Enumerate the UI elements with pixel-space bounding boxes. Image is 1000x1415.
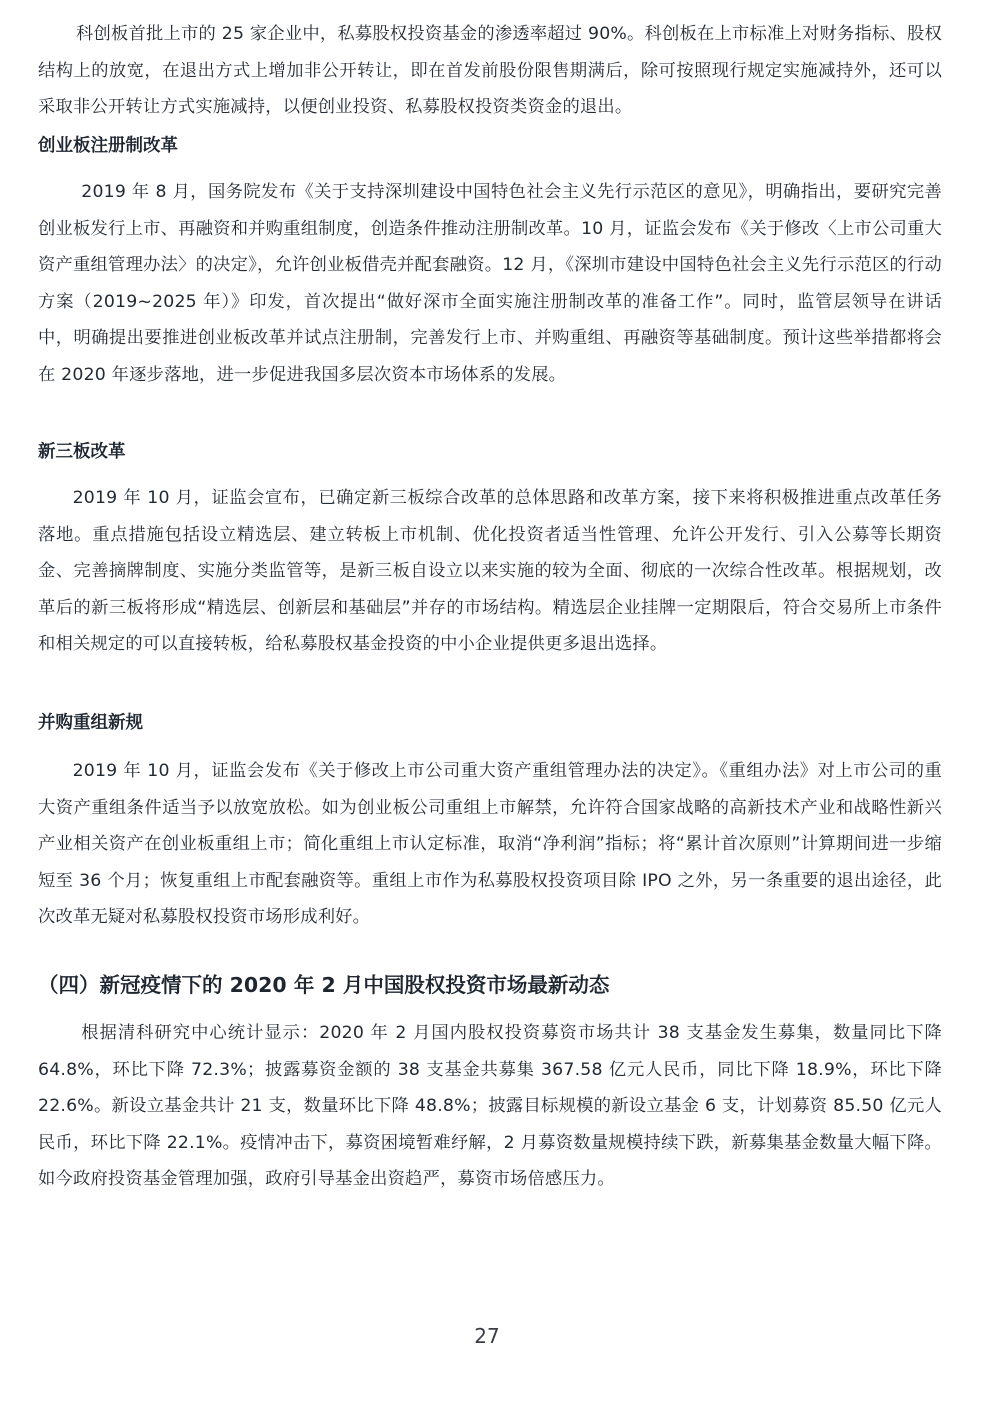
ma-rules-paragraph: 2019 年 10 月，证监会发布《关于修改上市公司重大资产重组管理办法的决定》。《重组办法》对上市公司的重大资产重组条件适当予以放宽放松。如为创业板公司重组上市解禁，允许符合国家战略的高新技术产业和战略性新兴产业相关资产在创业板重组上市；简化重组上市认定标准，取消“净利润”指标；将“累计首次原则”计算期间进一步缩短至 36 个月；恢复重组上市配套融资等。重组上市作为私募股权投资项目除 IPO 之外，另一条重要的退出途径，此次改革无疑对私募股权投资市场形成利好。 (38, 761, 942, 928)
section-heading-4: （四）新冠疫情下的 2020 年 2 月中国股权投资市场最新动态 (38, 973, 610, 997)
page-number: 27 (474, 1324, 500, 1348)
chinext-reform-paragraph: 2019 年 8 月，国务院发布《关于支持深圳建设中国特色社会主义先行示范区的意见》，明确指出，要研究完善创业板发行上市、再融资和并购重组制度，创造条件推动注册制改革。10 月，证监会发布《关于修改〈上市公司重大资产重组管理办法〉的决定》，允许创业板借壳并配套融资。12 月，《深圳市建设中国特色社会主义先行示范区的行动方案（2019~2025 年）》印发，首次提出“做好深市全面实施注册制改革的准备工作”。同时，监管层领导在讲话中，明确提出要推进创业板改革并试点注册制，完善发行上市、并购重组、再融资等基础制度。预计这些举措都将会在 2020 年逐步落地，进一步促进我国多层次资本市场体系的发展。 (38, 182, 942, 385)
heading-chinext-registration-reform: 创业板注册制改革 (38, 136, 178, 156)
neeq-reform-paragraph: 2019 年 10 月，证监会宣布，已确定新三板综合改革的总体思路和改革方案，接下来将积极推进重点改革任务落地。重点措施包括设立精选层、建立转板上市机制、优化投资者适当性管理、允许公开发行、引入公募等长期资金、完善摘牌制度、实施分类监管等，是新三板自设立以来实施的较为全面、彻底的一次综合性改革。根据规划，改革后的新三板将形成“精选层、创新层和基础层”并存的市场结构。精选层企业挂牌一定期限后，符合交易所上市条件和相关规定的可以直接转板，给私募股权基金投资的中小企业提供更多退出选择。 (38, 488, 942, 655)
heading-ma-new-rules: 并购重组新规 (38, 713, 143, 733)
intro-paragraph: 科创板首批上市的 25 家企业中，私募股权投资基金的渗透率超过 90%。科创板在上市标准上对财务指标、股权结构上的放宽，在退出方式上增加非公开转让，即在首发前股份限售期满后，除可按照现行规定实施减持外，还可以采取非公开转让方式实施减持，以便创业投资、私募股权投资类资金的退出。 (38, 24, 942, 118)
heading-neeq-reform: 新三板改革 (38, 442, 126, 462)
covid-market-paragraph: 根据清科研究中心统计显示：2020 年 2 月国内股权投资募资市场共计 38 支基金发生募集，数量同比下降 64.8%，环比下降 72.3%；披露募资金额的 38 支基金共募集 367.58 亿元人民币，同比下降 18.9%，环比下降 22.6%。新设立基金共计 21 支，数量环比下降 48.8%；披露目标规模的新设立基金 6 支，计划募资 85.50 亿元人民币，环比下降 22.1%。疫情冲击下，募资困境暂难纾解，2 月募资数量规模持续下跌，新募集基金数量大幅下降。如今政府投资基金管理加强，政府引导基金出资趋严，募资市场倍感压力。 (38, 1023, 942, 1190)
